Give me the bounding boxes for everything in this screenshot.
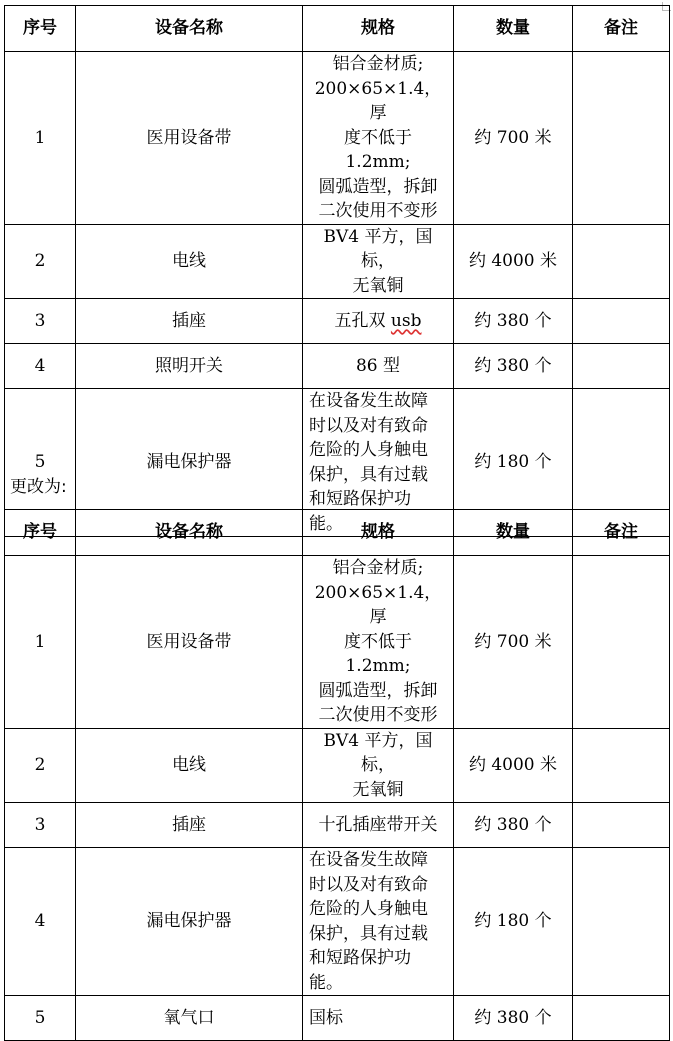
spec-line: 时以及对有致命 [309, 415, 428, 436]
table-row [5, 344, 670, 389]
row-no: 1 [5, 556, 76, 729]
row-qty: 约 700 米 [454, 556, 573, 729]
spec-line: 86 型 [355, 355, 401, 376]
header-qty: 数量 [454, 6, 573, 52]
change-to-label: 更改为: [10, 477, 67, 497]
row-name: 漏电保护器 [76, 389, 303, 537]
row-no: 2 [5, 728, 76, 803]
revised-spec-table [4, 509, 670, 1041]
header-spec: 规格 [303, 510, 454, 556]
row-qty: 约 380 个 [454, 803, 573, 848]
spec-text: 五孔双 [334, 310, 391, 331]
header-note: 备注 [573, 6, 670, 52]
row-spec [303, 848, 454, 996]
row-no: 1 [5, 52, 76, 225]
header-name: 设备名称 [76, 6, 303, 52]
header-qty: 数量 [454, 510, 573, 556]
row-note [573, 803, 670, 848]
row-note [573, 299, 670, 344]
spec-line: 危险的人身触电 [309, 440, 428, 460]
spec-line: 二次使用不变形 [318, 705, 438, 725]
spec-line: 保护，具有过载 [309, 923, 428, 944]
spec-line: 度不低于 1.2mm; [344, 631, 412, 676]
row-spec [303, 996, 454, 1041]
row-note [573, 344, 670, 389]
row-no: 3 [5, 803, 76, 848]
row-qty: 约 380 个 [454, 299, 573, 344]
row-no: 4 [5, 848, 76, 996]
row-spec [303, 52, 454, 225]
table-row [5, 52, 670, 225]
row-spec [303, 224, 454, 299]
spec-line: 能。 [309, 972, 343, 993]
row-name: 氧气口 [76, 996, 303, 1041]
spec-line: 圆弧造型，拆卸 [318, 680, 438, 701]
spec-line: 十孔插座带开关 [318, 814, 438, 835]
row-name: 医用设备带 [76, 52, 303, 225]
row-spec [303, 299, 454, 344]
table-row [5, 224, 670, 299]
row-name: 照明开关 [76, 344, 303, 389]
table-row [5, 728, 670, 803]
spec-line: 度不低于 1.2mm; [344, 127, 412, 172]
row-qty: 约 4000 米 [454, 224, 573, 299]
table-row [5, 848, 670, 996]
spec-line: 铝合金材质; [332, 558, 424, 578]
header-no: 序号 [5, 6, 76, 52]
row-name: 医用设备带 [76, 556, 303, 729]
spec-line: 和短路保护功 [309, 948, 411, 968]
row-qty: 约 700 米 [454, 52, 573, 225]
row-name: 电线 [76, 224, 303, 299]
original-spec-table [4, 5, 670, 537]
row-name: 插座 [76, 803, 303, 848]
table-row [5, 556, 670, 729]
spec-usb-text: usb [390, 310, 422, 331]
row-note [573, 52, 670, 225]
table-row [5, 996, 670, 1041]
spec-line: 无氧铜 [352, 779, 404, 800]
row-no: 4 [5, 344, 76, 389]
row-name: 漏电保护器 [76, 848, 303, 996]
spec-line: 二次使用不变形 [318, 201, 438, 221]
row-no: 2 [5, 224, 76, 299]
spec-line: 圆弧造型，拆卸 [318, 176, 438, 197]
row-qty: 约 380 个 [454, 344, 573, 389]
table-row [5, 803, 670, 848]
table-header-row [5, 6, 670, 52]
spec-line: 200×65×1.4，厚 [314, 582, 442, 627]
spec-line: 无氧铜 [352, 275, 404, 296]
spec-line: 在设备发生故障 [309, 391, 428, 411]
row-spec [303, 803, 454, 848]
spec-line: 200×65×1.4，厚 [314, 78, 442, 123]
header-note: 备注 [573, 510, 670, 556]
spec-line: BV4 平方，国标， [323, 730, 433, 775]
row-qty: 约 380 个 [454, 996, 573, 1041]
spec-line: 铝合金材质; [332, 54, 424, 74]
row-note [573, 224, 670, 299]
row-spec [303, 556, 454, 729]
row-qty: 约 180 个 [454, 848, 573, 996]
row-spec [303, 728, 454, 803]
spec-line: 危险的人身触电 [309, 899, 428, 919]
spec-line: 能。 [309, 513, 343, 534]
header-spec: 规格 [303, 6, 454, 52]
row-note [573, 728, 670, 803]
header-name: 设备名称 [76, 510, 303, 556]
spec-line: BV4 平方，国标， [323, 226, 433, 271]
table-header-row [5, 510, 670, 556]
row-name: 电线 [76, 728, 303, 803]
row-qty: 约 180 个 [454, 389, 573, 537]
row-note [573, 996, 670, 1041]
row-no: 3 [5, 299, 76, 344]
spec-line: 和短路保护功 [309, 489, 411, 509]
spec-line: 保护，具有过载 [309, 464, 428, 485]
spec-line: 时以及对有致命 [309, 874, 428, 895]
spec-line: 国标 [309, 1007, 343, 1028]
row-qty: 约 4000 米 [454, 728, 573, 803]
row-note [573, 848, 670, 996]
row-no: 5 [5, 389, 76, 537]
row-note [573, 556, 670, 729]
row-no: 5 [5, 996, 76, 1041]
header-no: 序号 [5, 510, 76, 556]
row-name: 插座 [76, 299, 303, 344]
spec-line: 在设备发生故障 [309, 850, 428, 870]
table-row [5, 299, 670, 344]
row-spec [303, 344, 454, 389]
